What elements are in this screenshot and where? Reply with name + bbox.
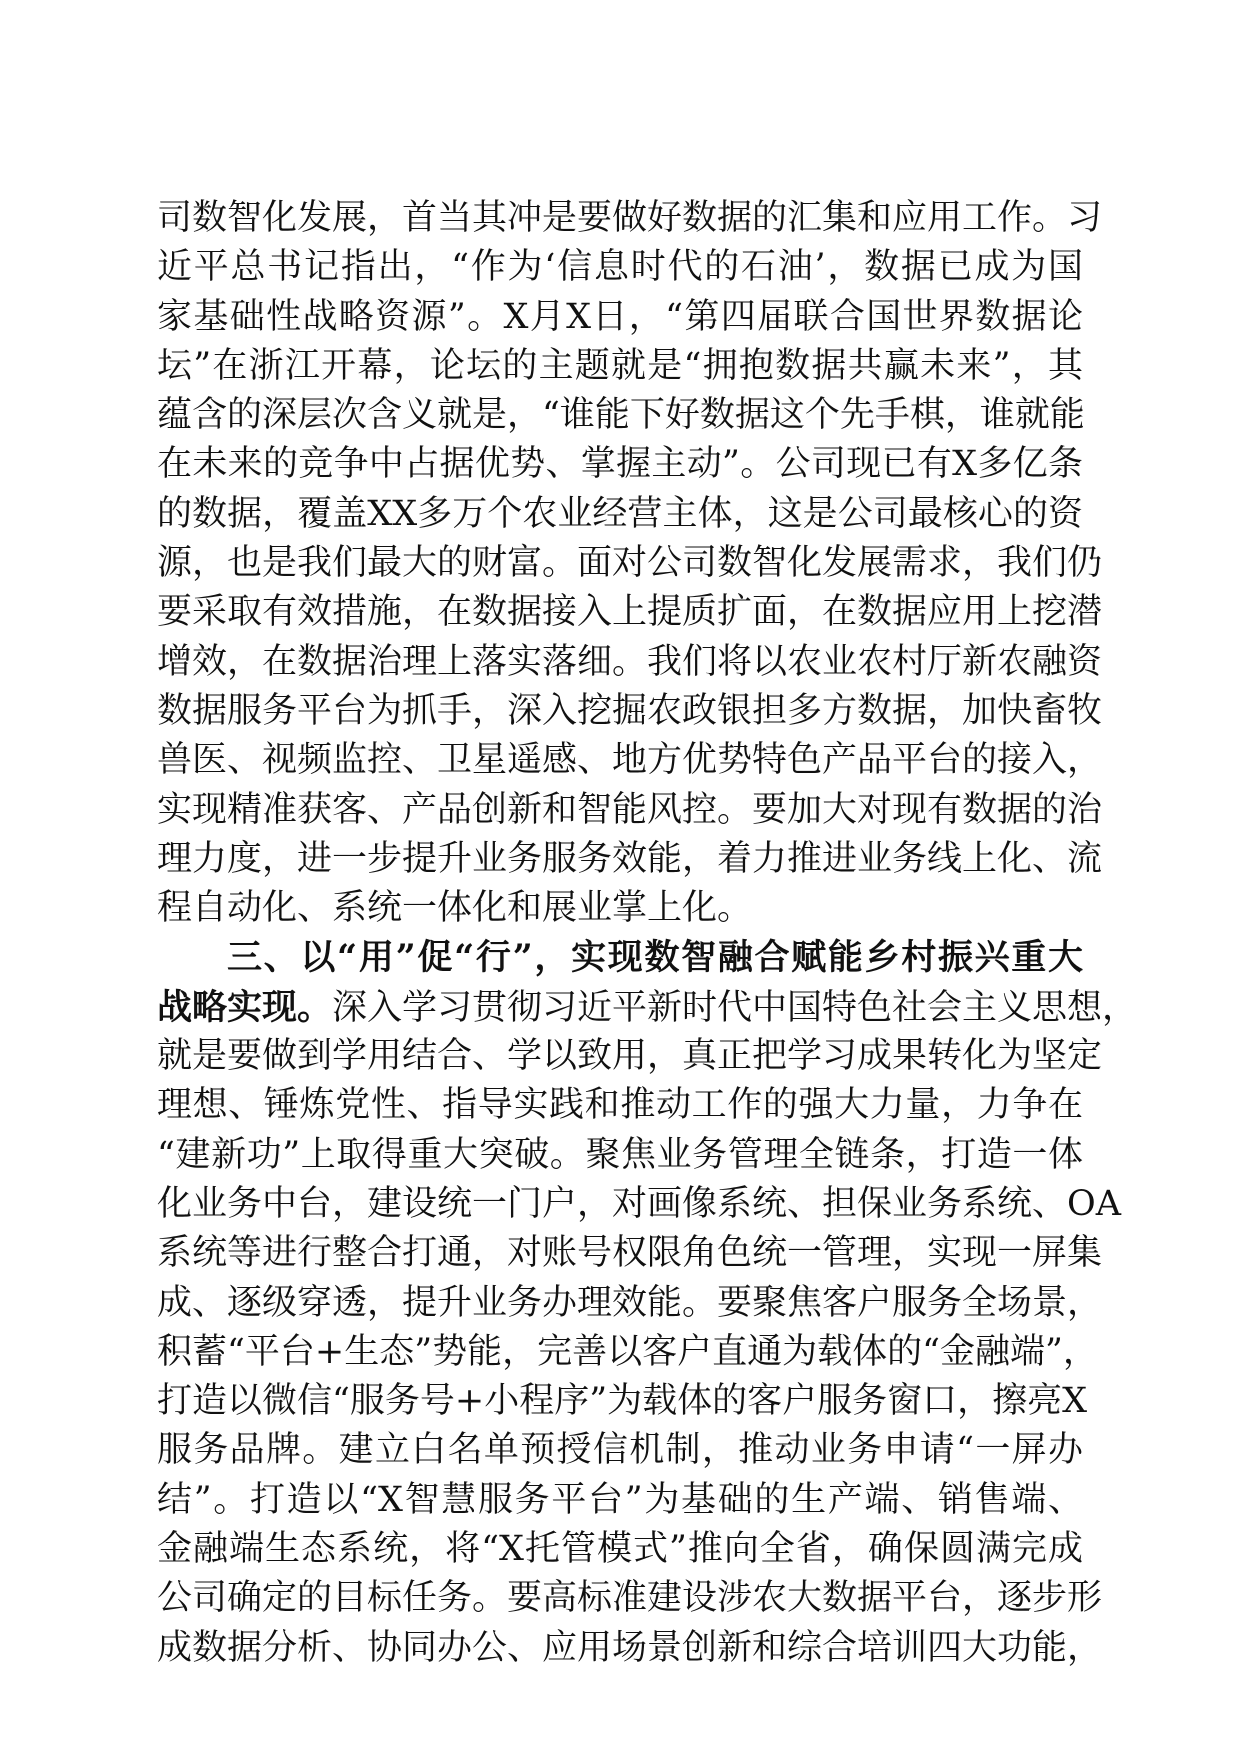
text-line: 积蓄“平台+生态”势能，完善以客户直通为载体的“金融端”，: [157, 1331, 1098, 1372]
text-line: 司数智化发展，首当其冲是要做好数据的汇集和应用工作。习: [157, 198, 1103, 238]
text-line: 源，也是我们最大的财富。面对公司数智化发展需求，我们仍: [157, 543, 1103, 584]
text-line: “建新功”上取得重大突破。聚焦业务管理全链条，打造一体: [157, 1134, 1083, 1175]
text-line: 系统等进行整合打通，对账号权限角色统一管理，实现一屏集: [157, 1233, 1103, 1274]
text-line: 家基础性战略资源”。X月X日，“第四届联合国世界数据论: [157, 296, 1083, 337]
text-line: 公司确定的目标任务。要高标准建设涉农大数据平台，逐步形: [157, 1578, 1103, 1619]
text-line: 程自动化、系统一体化和展业掌上化。: [157, 888, 753, 929]
text-line: 成数据分析、协同办公、应用场景创新和综合培训四大功能，: [157, 1627, 1103, 1668]
text-line: 就是要做到学用结合、学以致用，真正把学习成果转化为坚定: [157, 1036, 1103, 1077]
body-text: [157, 194, 1138, 1673]
text-line: 实现精准获客、产品创新和智能风控。要加大对现有数据的治: [157, 789, 1103, 830]
text-line: 兽医、视频监控、卫星遥感、地方优势特色产品平台的接入，: [157, 740, 1103, 781]
section-heading: 三、以“用”促“行”，实现数智融合赋能乡村振兴重大: [227, 937, 1083, 979]
text-line: 增效，在数据治理上落实落细。我们将以农业农村厅新农融资: [157, 641, 1103, 682]
text-line: 数据服务平台为抓手，深入挖掘农政银担多方数据，加快畜牧: [157, 690, 1103, 731]
section-heading-tail: 战略实现。: [157, 986, 333, 1028]
text-line: 在未来的竞争中占据优势、掌握主动”。公司现已有X多亿条: [157, 444, 1083, 485]
text-line: 结”。打造以“X智慧服务平台”为基础的生产端、销售端、: [157, 1479, 1083, 1520]
text-line: 服务品牌。建立白名单预授信机制，推动业务申请“一屏办: [157, 1430, 1083, 1471]
text-line: [157, 983, 1138, 1032]
text-line-rest: 深入学习贯彻习近平新时代中国特色社会主义思想，: [332, 987, 1138, 1028]
text-line: 成、逐级穿透，提升业务办理效能。要聚焦客户服务全场景，: [157, 1282, 1103, 1323]
text-line: 的数据，覆盖XX多万个农业经营主体，这是公司最核心的资: [157, 493, 1083, 534]
text-line: 蕴含的深层次含义就是，“谁能下好数据这个先手棋，谁就能: [157, 395, 1085, 436]
text-line: 打造以微信“服务号+小程序”为载体的客户服务窗口，擦亮X: [157, 1381, 1088, 1422]
text-line: 坛”在浙江开幕，论坛的主题就是“拥抱数据共赢未来”，其: [157, 345, 1083, 386]
text-line: 化业务中台，建设统一门户，对画像系统、担保业务系统、OA: [157, 1183, 1121, 1224]
text-line: 要采取有效措施，在数据接入上提质扩面，在数据应用上挖潜: [157, 592, 1103, 633]
text-line: 近平总书记指出，“作为‘信息时代的石油’，数据已成为国: [157, 247, 1083, 288]
text-line: 理想、锤炼党性、指导实践和推动工作的强大力量，力争在: [157, 1085, 1083, 1126]
text-line: 理力度，进一步提升业务服务效能，着力推进业务线上化、流: [157, 838, 1103, 879]
text-line: 金融端生态系统，将“X托管模式”推向全省，确保圆满完成: [157, 1529, 1083, 1570]
